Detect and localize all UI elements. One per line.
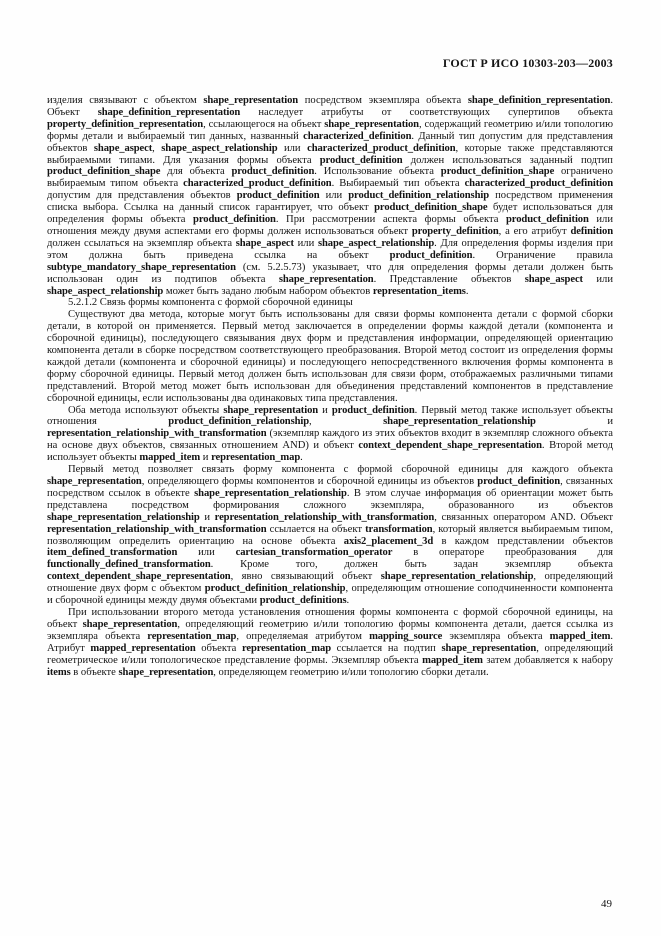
entity-name: representation_map <box>147 630 237 642</box>
entity-name: representation_map <box>211 452 301 464</box>
entity-name: context_dependent_shape_representation <box>47 571 231 583</box>
body-paragraph: При использовании второго метода установления отношения формы компонента с формой сборочной единицы, на объект shape_representation, определяющий геометрию и/или топологию формы компонента детали, дается ссылка из экземпляра объекта representation_map, определяемая атрибутом mapping_source экземпляра объекта mapped_item. Атрибут mapped_representation объекта representation_map ссылается на подтип shape_representation, определяющий геометрическое и/или топологическое представление формы. Экземпляр объекта mapped_item затем добавляется к набору items в объекте shape_representation, определяющем геометрию и/или топологию сборки детали. <box>47 606 613 678</box>
entity-name: mapped_item <box>139 452 201 464</box>
entity-name: shape_representation <box>223 404 319 416</box>
entity-name: characterized_product_definition <box>464 178 613 190</box>
entity-name: shape_representation_relationship <box>194 487 347 499</box>
entity-name: property_definition_representation <box>47 118 204 130</box>
entity-name: context_dependent_shape_representation <box>358 440 542 452</box>
entity-name: product_definition_relationship <box>204 583 346 595</box>
entity-name: shape_representation <box>118 666 214 678</box>
entity-name: axis2_placement_3d <box>343 535 434 547</box>
entity-name: shape_representation <box>203 95 299 106</box>
entity-name: characterized_product_definition <box>183 178 332 190</box>
entity-name: shape_definition_representation <box>467 95 611 106</box>
page-number: 49 <box>601 898 612 910</box>
entity-name: product_definition <box>319 154 403 166</box>
entity-name: product_definition <box>477 476 561 487</box>
entity-name: shape_aspect_relationship <box>47 285 164 297</box>
entity-name: product_definition <box>389 249 473 261</box>
entity-name: representation_relationship_with_transformation <box>214 511 435 523</box>
body-paragraph: изделия связывают с объектом shape_representation посредством экземпляра объекта shape_definition_representation. Объект shape_definition_representation наследует атрибуты от соответствующих супертипов объекта property_definition_representation, ссылающегося на объект shape_representation, содержащий геометрию и/или топологию формы детали и выбираемый тип данных, названный characterized_definition. Данный тип допустим для представления объектов shape_aspect, shape_aspect_relationship или characterized_product_definition, которые также представляются выбираемыми типами. Для указания формы объекта product_definition должен использоваться заданный подтип product_definition_shape для объекта product_definition. Использование объекта product_definition_shape ограничено выбираемым типом объекта characterized_product_definition. Выбираемый тип объекта characterized_product_definition допустим для представления объектов product_definition или product_definition_relationship посредством применения списка выбора. Ссылка на данный список гарантирует, что объект product_definition_shape будет использоваться для определения формы объекта product_definition. При рассмотрении аспекта формы объекта product_definition или отношения между двумя аспектами его формы должен использоваться объект property_definition, а его атрибут definition должен ссылаться на экземпляр объекта shape_aspect или shape_aspect_relationship. Для определения формы изделия при этом должна быть приведена ссылка на объект product_definition. Ограничение правила subtype_mandatory_shape_representation (см. 5.2.5.73) указывает, что для определения формы детали должен быть использован один из подтипов объекта shape_representation. Представление объектов shape_aspect или shape_aspect_relationship может быть задано любым набором объектов representation_items. <box>47 95 613 297</box>
entity-name: shape_representation <box>47 476 142 487</box>
entity-name: characterized_definition <box>303 130 412 142</box>
entity-name: product_definition <box>331 404 415 416</box>
entity-name: item_defined_transformation <box>47 547 178 559</box>
entity-name: subtype_mandatory_shape_representation <box>47 261 236 273</box>
entity-name: shape_representation <box>324 118 419 130</box>
entity-name: shape_representation_relationship <box>383 416 536 428</box>
entity-name: cartesian_transformation_operator <box>235 547 393 559</box>
entity-name: mapped_item <box>549 630 611 642</box>
entity-name: shape_representation <box>278 273 374 285</box>
entity-name: representation_relationship_with_transformation <box>47 428 267 440</box>
entity-name: shape_representation_relationship <box>380 571 534 583</box>
entity-name: product_definition <box>231 166 315 178</box>
entity-name: shape_representation_relationship <box>47 511 200 523</box>
entity-name: shape_aspect_relationship <box>161 142 278 154</box>
entity-name: product_definition <box>193 214 276 226</box>
entity-name: product_definition_relationship <box>168 416 310 428</box>
entity-name: shape_aspect <box>235 237 294 249</box>
standard-designation: ГОСТ Р ИСО 10303-203—2003 <box>442 56 613 70</box>
entity-name: product_definition_shape <box>440 166 555 178</box>
section-heading: 5.2.1.2 Связь формы компонента с формой сборочной единицы <box>68 297 353 309</box>
entity-name: product_definition <box>506 214 589 226</box>
entity-name: shape_definition_representation <box>97 106 241 118</box>
entity-name: product_definition_relationship <box>348 190 489 202</box>
entity-name: product_definition_shape <box>374 202 488 214</box>
entity-name: shape_aspect_relationship <box>317 237 435 249</box>
entity-name: mapped_representation <box>90 642 196 654</box>
entity-name: shape_aspect <box>524 273 583 285</box>
entity-name: shape_aspect <box>93 142 153 154</box>
entity-name: mapping_source <box>369 630 443 642</box>
entity-name: transformation <box>365 523 433 535</box>
body-paragraph: Первый метод позволяет связать форму компонента с формой сборочной единицы для каждого объекта shape_representation, определяющего формы компонентов и сборочной единицы из объектов product_definition, связанных посредством ссылок в объекте shape_representation_relationship. В этом случае информация об ориентации может быть представлена посредством формирования сложного экземпляра, образованного из объектов shape_representation_relationship и representation_relationship_with_transformation, связанных оператором AND. Объект representation_relationship_with_transformation ссылается на объект transformation, который является выбираемым типом, позволяющим определить ориентацию на основе объекта axis2_placement_3d в каждом представлении объектов item_defined_transformation или cartesian_transformation_operator в операторе преобразования для functionally_defined_transformation. Кроме того, должен быть задан экземпляр объекта context_dependent_shape_representation, явно связывающий объект shape_representation_relationship, определяющий отношение двух форм с объектом product_definition_relationship, определяющим отношение соподчиненности компонента и сборочной единицы между двумя объектами product_definitions. <box>47 464 613 607</box>
entity-name: representation_map <box>241 642 331 654</box>
entity-name: items <box>47 666 71 678</box>
body-paragraph: Существуют два метода, которые могут быть использованы для связи формы компонента детали с формой сборки детали, в которой он применяется. Первый метод заключается в определении формы каждой детали (компонента и сборочной единицы), последующего связывания двух форм и представления информации, определяющей ориентацию компонента детали в сборке посредством соответствующего преобразования. Второй метод состоит из определения формы каждой детали (компонента и сборочной единицы) и последующего непосредственного включения формы компонента в форму сборочной единицы. Первый метод должен быть использован для связи форм, отображаемых различными типами представлений. Второй метод может быть использован для объединения представлений компонентов в представление сборочной единицы, если использованы два одинаковых типа представления. <box>47 309 613 404</box>
entity-name: property_definition <box>411 225 499 237</box>
entity-name: representation_relationship_with_transformation <box>47 523 267 535</box>
entity-name: product_definitions <box>259 595 347 607</box>
body-paragraph: Оба метода используют объекты shape_representation и product_definition. Первый метод также использует объекты отношения product_definition_relationship, shape_representation_relationship и representation_relationship_with_transformation (экземпляр каждого из этих объектов входит в экземпляр сложного объекта на основе двух объектов, связанных отношением AND) и объект context_dependent_shape_representation. Второй метод использует объекты mapped_item и representation_map. <box>47 404 613 464</box>
entity-name: functionally_defined_transformation <box>47 559 211 571</box>
entity-name: characterized_product_definition <box>307 142 456 154</box>
document-body <box>47 95 613 678</box>
entity-name: representation_items <box>372 285 466 297</box>
entity-name: mapped_item <box>422 654 483 666</box>
entity-name: product_definition <box>236 190 320 202</box>
entity-name: product_definition_shape <box>47 166 161 178</box>
entity-name: shape_representation <box>82 618 178 630</box>
entity-name: shape_representation <box>441 642 537 654</box>
entity-name: definition <box>570 225 613 237</box>
